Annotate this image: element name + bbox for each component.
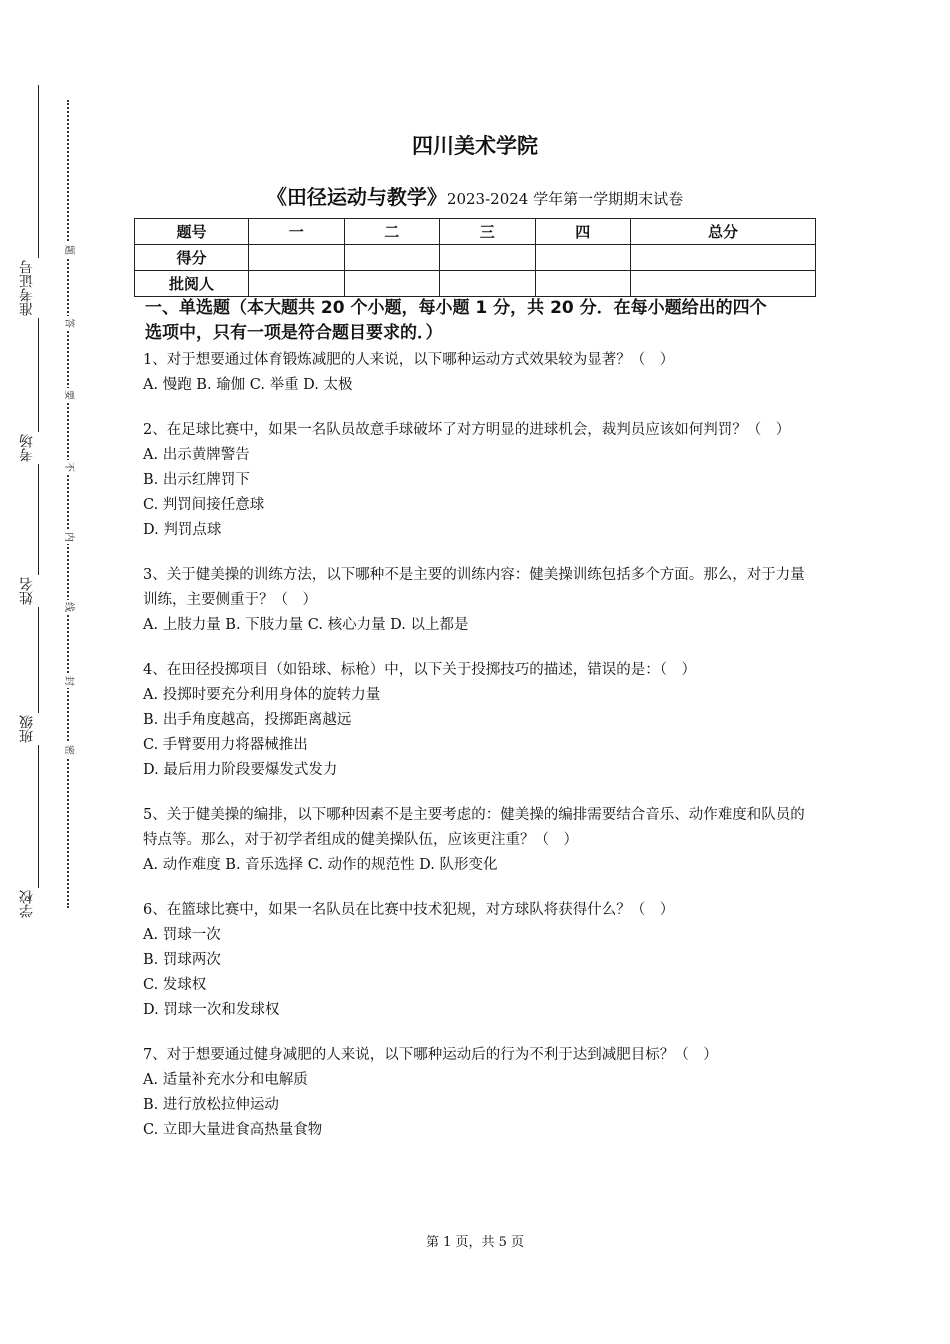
question-3 [143, 563, 815, 638]
question-options: A. 上肢力量 B. 下肢力量 C. 核心力量 D. 以上都是 [143, 617, 469, 633]
score-cell [440, 245, 536, 271]
score-cell [631, 245, 816, 271]
binding-solid-line [38, 85, 39, 920]
exam-title [0, 181, 950, 210]
question-stem: 5、关于健美操的编排，以下哪种因素不是主要考虑的：健美操的编排需要结合音乐、动作难度和队员的特点等。那么，对于初学者组成的健美操队伍，应该更注重？（ ） [143, 807, 805, 848]
option-d: D. 判罚点球 [143, 522, 222, 538]
school-name: 四川美术学院 [412, 134, 538, 158]
section-heading-line: 一、单选题（本大题共 20 个小题，每小题 1 分，共 20 分．在每小题给出的四个 [145, 298, 767, 318]
option-b: B. 出手角度越高，投掷距离越远 [143, 712, 352, 728]
seal-char: 密 [63, 745, 74, 755]
seal-char: 题 [63, 245, 74, 255]
score-header-cell: 题号 [135, 219, 249, 245]
question-5 [143, 803, 815, 878]
option-a: A. 出示黄牌警告 [143, 447, 250, 463]
question-stem: 2、在足球比赛中，如果一名队员故意手球破坏了对方明显的进球机会，裁判员应该如何判罚？（ ） [143, 422, 791, 438]
score-row-label: 得分 [135, 245, 249, 271]
page-footer: 第 1 页，共 5 页 [425, 1235, 525, 1250]
option-a: A. 适量补充水分和电解质 [143, 1072, 308, 1088]
option-c: C. 发球权 [143, 977, 207, 993]
question-stem: 4、在田径投掷项目（如铅球、标枪）中，以下关于投掷技巧的描述，错误的是：（ ） [143, 662, 696, 678]
reviewer-cell [535, 271, 631, 297]
score-header-cell: 四 [535, 219, 631, 245]
question-2 [143, 418, 815, 543]
option-c: C. 立即大量进食高热量食物 [143, 1122, 323, 1138]
question-stem: 3、关于健美操的训练方法，以下哪种不是主要的训练内容：健美操训练包括多个方面。那么，对于力量训练，主要侧重于？（ ） [143, 567, 805, 608]
course-name: 《田径运动与教学》 [266, 185, 447, 209]
seal-char: 内 [63, 532, 74, 542]
option-b: B. 出示红牌罚下 [143, 472, 250, 488]
option-c: C. 判罚间接任意球 [143, 497, 265, 513]
binding-field-ticket-number: 准考证号 [20, 258, 44, 318]
score-table-header-row [135, 219, 816, 245]
question-options: A. 动作难度 B. 音乐选择 C. 动作的规范性 D. 队形变化 [143, 857, 498, 873]
seal-char: 要 [63, 390, 74, 400]
section-heading [145, 296, 815, 346]
question-1 [143, 348, 815, 398]
section-heading-line: 选项中，只有一项是符合题目要求的．） [145, 323, 443, 343]
question-stem: 7、对于想要通过健身减肥的人来说，以下哪种运动后的行为不利于达到减肥目标？（ ） [143, 1047, 718, 1063]
reviewer-cell [440, 271, 536, 297]
exam-content [143, 296, 815, 1143]
binding-field-class: 班级 [20, 713, 44, 745]
score-header-cell: 一 [249, 219, 345, 245]
score-cell [344, 245, 440, 271]
score-header-cell: 二 [344, 219, 440, 245]
reviewer-cell [631, 271, 816, 297]
reviewer-cell [344, 271, 440, 297]
seal-char: 答 [63, 318, 74, 328]
binding-field-school: 学校 [20, 888, 44, 920]
question-stem: 6、在篮球比赛中，如果一名队员在比赛中技术犯规，对方球队将获得什么？（ ） [143, 902, 675, 918]
score-row [135, 245, 816, 271]
seal-char: 不 [63, 462, 74, 472]
seal-char: 封 [63, 676, 74, 686]
question-7 [143, 1043, 815, 1143]
binding-field-exam-room: 考场 [20, 432, 44, 464]
seal-dotted-line [67, 100, 69, 908]
option-b: B. 进行放松拉伸运动 [143, 1097, 279, 1113]
option-d: D. 罚球一次和发球权 [143, 1002, 280, 1018]
option-a: A. 投掷时要充分利用身体的旋转力量 [143, 687, 381, 703]
binding-field-name: 姓名 [20, 575, 44, 607]
reviewer-row-label: 批阅人 [135, 271, 249, 297]
question-stem: 1、对于想要通过体育锻炼减肥的人来说，以下哪种运动方式效果较为显著？（ ） [143, 352, 675, 368]
option-c: C. 手臂要用力将器械推出 [143, 737, 308, 753]
score-cell [249, 245, 345, 271]
option-a: A. 罚球一次 [143, 927, 221, 943]
seal-char: 线 [63, 602, 74, 612]
exam-term: 2023-2024 学年第一学期期末试卷 [446, 190, 684, 208]
reviewer-cell [249, 271, 345, 297]
question-6 [143, 898, 815, 1023]
reviewer-row [135, 271, 816, 297]
question-options: A. 慢跑 B. 瑜伽 C. 举重 D. 太极 [143, 377, 353, 393]
option-d: D. 最后用力阶段要爆发式发力 [143, 762, 338, 778]
score-header-cell: 总分 [631, 219, 816, 245]
option-b: B. 罚球两次 [143, 952, 221, 968]
score-header-cell: 三 [440, 219, 536, 245]
question-4 [143, 658, 815, 783]
score-cell [535, 245, 631, 271]
score-table [134, 218, 816, 297]
